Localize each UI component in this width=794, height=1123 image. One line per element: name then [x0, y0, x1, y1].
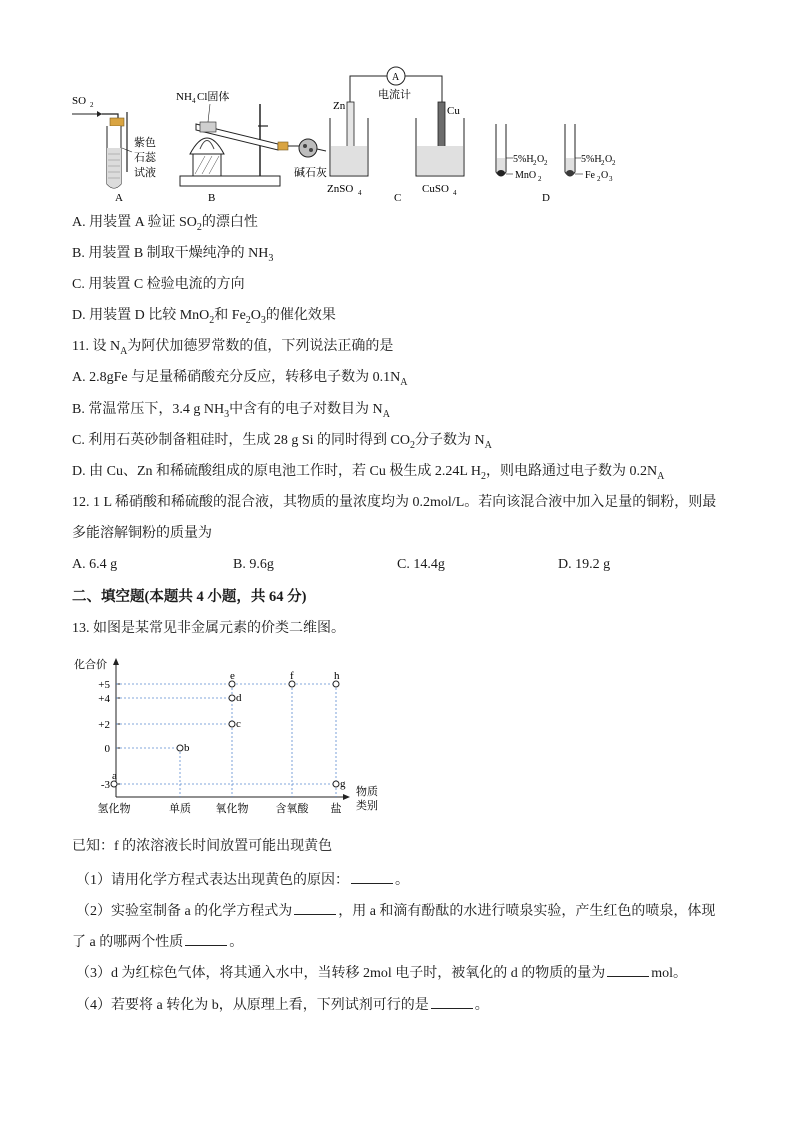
label-a: A: [115, 192, 123, 204]
cu-label: Cu: [447, 105, 460, 117]
ammeter-symbol: A: [392, 72, 400, 83]
point-label-d: d: [236, 692, 242, 704]
q11-option-d: D. 由 Cu、Zn 和稀硫酸组成的原电池工作时，若 Cu 极生成 2.24L $H_2$，则电路通过电子数为 $0.2N_A$: [72, 464, 665, 482]
so2-label: SO: [72, 95, 87, 107]
q12-option-d: D. 19.2 g: [558, 557, 611, 572]
zn-label: Zn: [333, 100, 346, 112]
answer-blank-3[interactable]: [185, 931, 227, 946]
q10-option-a: A. 用装置 A 验证 $SO_2$的漂白性: [72, 215, 258, 233]
point-c: [229, 721, 235, 727]
q12-option-b: B. 9.6g: [233, 557, 274, 572]
q13-stem: 13. 如图是某常见非金属元素的价类二维图。: [72, 621, 345, 636]
fe2o3-o: O: [601, 170, 609, 181]
y-tick-label: 0: [104, 743, 110, 755]
x-category-label: 含氧酸: [275, 803, 309, 815]
h2o2-1-sub-a: 2: [533, 159, 537, 167]
h2o2-2-sub-a: 2: [601, 159, 605, 167]
mno2-label: MnO: [515, 170, 537, 181]
q13-part-1: （1）请用化学方程式表达出现黄色的原因： 。: [76, 869, 409, 890]
point-label-f: f: [290, 670, 294, 682]
a-side-label-1: 紫色: [134, 137, 156, 149]
x-category-label: 氢化物: [97, 803, 131, 815]
q13-part-4: （4）若要将 a 转化为 b，从原理上看，下列试剂可行的是 。: [76, 994, 489, 1015]
ammeter-caption: 电流计: [378, 89, 411, 101]
y-axis-label: 化合价: [74, 659, 107, 671]
soda-lime-label: 碱石灰: [294, 167, 327, 179]
answer-blank-4[interactable]: [607, 962, 649, 977]
apparatus-d: [496, 124, 616, 204]
point-label-c: c: [236, 718, 241, 730]
point-b: [177, 745, 183, 751]
q10-option-b: B. 用装置 B 制取干燥纯净的 $NH_3$: [72, 246, 274, 264]
answer-blank-1[interactable]: [351, 869, 393, 884]
y-axis-arrow: [113, 658, 119, 665]
point-g: [333, 781, 339, 787]
h2o2-label-2: 5%H: [581, 154, 602, 165]
answer-blank-5[interactable]: [431, 994, 473, 1009]
answer-blank-2[interactable]: [294, 900, 336, 915]
nh4cl-rest: Cl固体: [197, 91, 230, 103]
h2o2-label-1: 5%H: [513, 154, 534, 165]
a-side-label-3: 试液: [134, 167, 156, 179]
apparatus-b: [176, 89, 327, 204]
y-tick-label: +5: [98, 679, 110, 691]
q11-option-b: B. 常温常压下，3.4 g $NH_3$中含有的电子对数目为 $N_A$: [72, 402, 390, 420]
point-label-h: h: [334, 670, 340, 682]
q10-option-c: C. 用装置 C 检验电流的方向: [72, 277, 245, 292]
h2o2-2-sub-b: 2: [612, 159, 616, 167]
y-tick-label: -3: [100, 779, 110, 791]
nh4cl-label: NH: [176, 91, 192, 103]
x-axis-label-line-2: 类别: [356, 800, 378, 812]
q12-option-a: A. 6.4 g: [72, 557, 118, 572]
q13-part-2b: 了 a 的哪两个性质 。: [72, 931, 243, 952]
q13-part-2a: （2）实验室制备 a 的化学方程式为 ，用 a 和滴有酚酞的水进行喷泉实验，产生红色的喷泉，体现: [76, 900, 715, 921]
cuso4-label: CuSO: [422, 183, 449, 195]
h2o2-1-sub-b: 2: [544, 159, 548, 167]
fe2o3-sub-b: 3: [609, 175, 613, 183]
cuso4-sub: 4: [453, 189, 457, 197]
znso4-label: ZnSO: [327, 183, 354, 195]
q13-known: 已知：f 的浓溶液长时间放置可能出现黄色: [72, 839, 333, 854]
y-tick-label: +2: [98, 719, 110, 731]
x-category-label: 氧化物: [215, 803, 249, 815]
q11-option-a: A. 2.8gFe 与足量稀硝酸充分反应，转移电子数为 $0.1N_A$: [72, 370, 408, 388]
q11-stem: 11. 设 $N_A$为阿伏加德罗常数的值，下列说法正确的是: [72, 339, 394, 357]
section-heading: 二、填空题(本题共 4 小题，共 64 分): [72, 589, 307, 605]
point-label-e: e: [230, 670, 235, 682]
label-b: B: [208, 192, 216, 204]
point-label-a: a: [112, 770, 117, 782]
apparatus-a: [72, 95, 157, 204]
y-tick-label: +4: [98, 693, 110, 705]
mno2-sub: 2: [538, 175, 542, 183]
q12-stem-1: 12. 1 L 稀硝酸和稀硫酸的混合液，其物质的量浓度均为 0.2mol/L。若向该混合液中加入足量的铜粉，则最: [72, 495, 717, 510]
h2o2-1-o: O: [537, 154, 545, 165]
h2o2-2-o: O: [605, 154, 613, 165]
label-c: C: [394, 192, 402, 204]
label-d: D: [542, 192, 550, 204]
q12-stem-2: 多能溶解铜粉的质量为: [72, 526, 212, 541]
apparatus-figure: [60, 64, 640, 209]
fe2o3-label: Fe: [585, 170, 595, 181]
x-category-label: 单质: [169, 803, 191, 815]
point-label-b: b: [184, 742, 190, 754]
q11-option-c: C. 利用石英砂制备粗硅时，生成 28 g Si 的同时得到 $CO_2$分子数为 $N_A$: [72, 433, 492, 451]
q12-option-c: C. 14.4g: [397, 557, 445, 572]
znso4-sub: 4: [358, 189, 362, 197]
x-axis-label-line-1: 物质: [356, 786, 378, 798]
fe2o3-sub-a: 2: [597, 175, 601, 183]
so2-sub: 2: [90, 101, 94, 109]
valence-class-chart: [66, 652, 406, 822]
q13-part-3: （3）d 为红棕色气体，将其通入水中，当转移 2mol 电子时，被氧化的 d 的物质的量为 mol。: [76, 962, 687, 983]
x-category-label: 盐: [330, 803, 342, 815]
a-side-label-2: 石蕊: [134, 152, 156, 164]
q10-option-d: D. 用装置 D 比较 MnO$_2$和 $Fe_2O_3$的催化效果: [72, 308, 336, 326]
point-label-g: g: [340, 778, 346, 790]
apparatus-c: [327, 67, 464, 204]
nh4cl-sub: 4: [192, 97, 196, 105]
x-axis-arrow: [343, 794, 350, 800]
point-d: [229, 695, 235, 701]
